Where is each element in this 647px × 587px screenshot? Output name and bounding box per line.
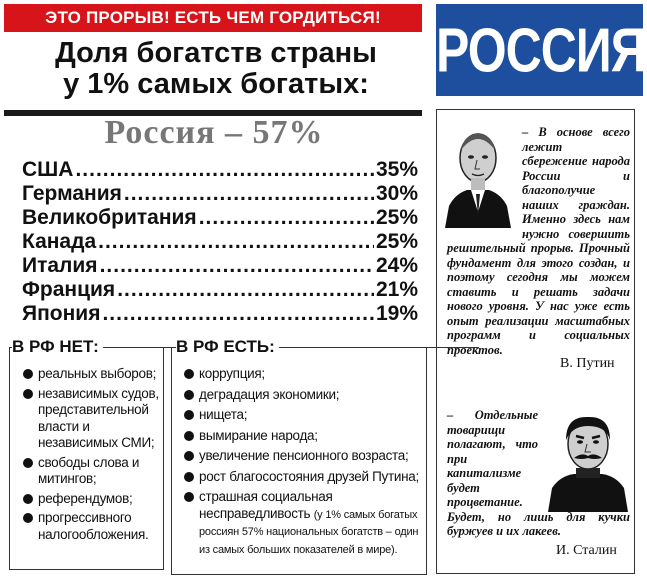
bullet-icon <box>184 369 194 379</box>
ranking-country: Германия <box>22 182 122 205</box>
bullet-icon <box>184 410 194 420</box>
ranking-country: Канада <box>22 230 97 253</box>
putin-signature: В. Путин <box>560 356 615 371</box>
headline <box>6 38 426 100</box>
list-item-text: увеличение пенсионного возраста; <box>199 448 409 463</box>
bullet-icon <box>23 369 33 379</box>
ranking-leader <box>75 158 374 182</box>
list-item-text: референдумов; <box>38 490 133 506</box>
ranking-row <box>22 302 418 326</box>
russia-share: Россия – 57% <box>104 114 324 151</box>
yes-list <box>183 366 421 558</box>
ranking-leader <box>199 206 374 230</box>
rankings-list <box>22 158 418 326</box>
yes-box-title: В РФ ЕСТЬ: <box>176 337 279 357</box>
bullet-icon <box>184 390 194 400</box>
putin-quote-text: – В основе всего лежит сбережение народа России и благополучие наших граждан. Именно здесь нам нужно совершить решительный прорыв. Прочный фундамент для этого создан, и поэтому сегодня мы можем ставить и решать задачи нового уровня. У нас уже есть опыт реализации масштабных программ и социальных проектов. <box>447 125 630 357</box>
putin-quote <box>447 125 630 357</box>
ranking-row <box>22 254 418 278</box>
list-item-text: вымирание народа; <box>199 427 318 443</box>
bullet-icon <box>184 451 194 461</box>
ranking-value: 21% <box>375 278 418 301</box>
ranking-value: 24% <box>375 254 418 277</box>
list-item <box>22 386 160 452</box>
portrait-spacer <box>538 408 630 506</box>
list-item <box>183 366 421 383</box>
ranking-leader <box>102 302 374 326</box>
ranking-leader <box>98 230 374 254</box>
stalin-signature: И. Сталин <box>556 543 617 558</box>
ranking-value: 19% <box>375 302 418 325</box>
list-item <box>183 387 421 404</box>
ranking-leader <box>124 182 374 206</box>
ranking-row <box>22 206 418 230</box>
bullet-icon <box>184 472 194 482</box>
list-item <box>22 366 160 383</box>
ranking-leader <box>100 254 374 278</box>
list-item <box>183 407 421 424</box>
no-list <box>22 366 160 543</box>
ranking-value: 25% <box>375 206 418 229</box>
ranking-country: Великобритания <box>22 206 197 229</box>
ranking-country: Италия <box>22 254 98 277</box>
yes-box-list-wrap <box>183 366 421 558</box>
ranking-country: США <box>22 158 74 181</box>
list-item-text: коррупция; <box>199 366 265 381</box>
list-item-text: рост благосостояния друзей Путина; <box>199 468 419 484</box>
list-item <box>183 489 421 558</box>
list-item <box>183 428 421 445</box>
ranking-row <box>22 158 418 182</box>
list-item <box>183 448 421 465</box>
list-item <box>183 469 421 486</box>
logo-text: РОССИЯ <box>436 15 646 85</box>
bullet-icon <box>184 431 194 441</box>
headline-line2: у 1% самых богатых: <box>63 68 369 100</box>
list-item-note: (у 1% самых богатых россиян 57% национальных богатств – один из самых больших показателей в мире). <box>199 508 419 556</box>
headline-line1: Доля богатств страны <box>55 37 377 69</box>
ranking-row <box>22 230 418 254</box>
bullet-icon <box>23 494 33 504</box>
list-item-text: свободы слова и митингов; <box>38 454 140 486</box>
list-item-text: страшная социальная несправедливость <box>199 489 333 521</box>
bullet-icon <box>184 492 194 502</box>
rossiya-logo <box>436 4 646 96</box>
ranking-row <box>22 182 418 206</box>
ranking-country: Франция <box>22 278 116 301</box>
portrait-spacer <box>447 125 522 235</box>
ranking-leader <box>117 278 374 302</box>
ranking-value: 30% <box>375 182 418 205</box>
ranking-country: Япония <box>22 302 101 325</box>
ranking-value: 25% <box>375 230 418 253</box>
list-item-text: реальных выборов; <box>38 366 157 381</box>
bullet-icon <box>23 458 33 468</box>
no-box-list-wrap <box>22 366 160 543</box>
list-item-text: деградация экономики; <box>199 386 340 402</box>
bullet-icon <box>23 513 33 523</box>
banner: ЭТО ПРОРЫВ! ЕСТЬ ЧЕМ ГОРДИТЬСЯ! <box>4 4 422 32</box>
list-item-text: прогрессивного налогообложения. <box>38 510 149 542</box>
list-item-text: независимых судов, представительной власти и независимых СМИ; <box>38 385 159 450</box>
ranking-row <box>22 278 418 302</box>
list-item <box>22 455 160 488</box>
list-item <box>22 491 160 508</box>
stalin-quote <box>447 408 630 539</box>
list-item-text: нищета; <box>199 407 248 422</box>
ranking-value: 35% <box>375 158 418 181</box>
no-box-title: В РФ НЕТ: <box>12 337 103 357</box>
bullet-icon <box>23 389 33 399</box>
stalin-quote-text: – Отдельные товарищи полагают, что при капитализме будет процветание. Будет, но лишь для кучки буржуев и их лакеев. <box>447 408 630 538</box>
list-item <box>22 510 160 543</box>
